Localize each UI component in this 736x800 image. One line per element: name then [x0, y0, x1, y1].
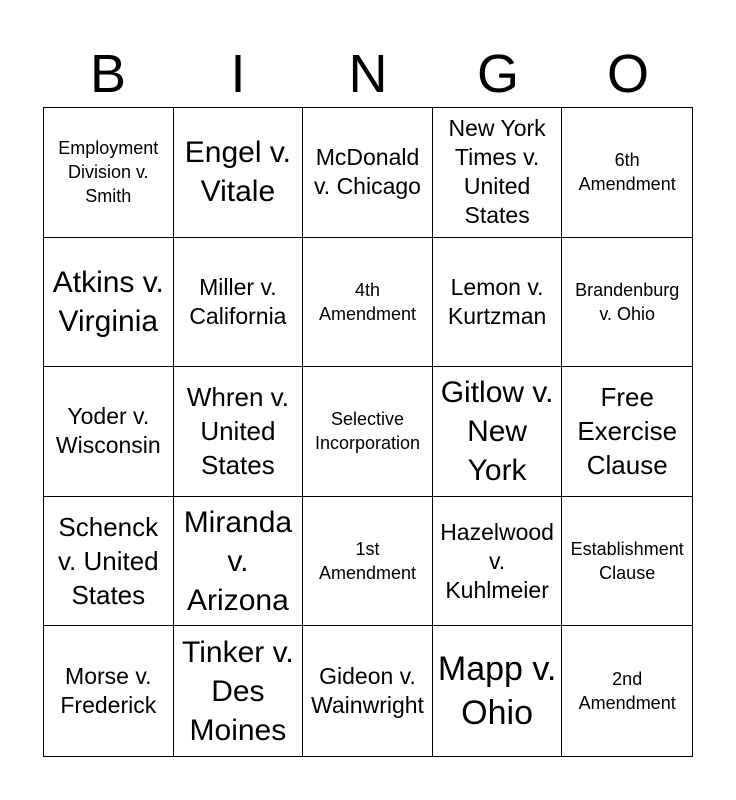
bingo-cell	[174, 238, 304, 368]
bingo-cell	[44, 108, 174, 238]
cell-text: 1st Amendment	[318, 539, 417, 584]
cell-text: Selective Incorporation	[314, 409, 421, 454]
bingo-cell	[174, 367, 304, 497]
bingo-cell	[433, 367, 563, 497]
header-letter-n: N	[348, 44, 388, 104]
bingo-cell	[174, 497, 304, 627]
bingo-cell	[303, 238, 433, 368]
bingo-cell	[303, 367, 433, 497]
header-letter-i: I	[230, 44, 246, 104]
cell-text: Schenck v. United States	[57, 512, 159, 611]
bingo-cell	[174, 108, 304, 238]
bingo-cell	[562, 238, 692, 368]
cell-text: Brandenburg v. Ohio	[575, 279, 680, 324]
cell-text: 6th Amendment	[578, 150, 676, 195]
cell-text: Whren v. United States	[186, 382, 289, 481]
cell-text: Tinker v. Des Moines	[182, 635, 294, 747]
bingo-cell	[433, 626, 563, 756]
cell-text: Employment Division v. Smith	[58, 138, 159, 207]
bingo-cell	[562, 626, 692, 756]
bingo-cell	[562, 367, 692, 497]
bingo-cell	[303, 108, 433, 238]
cell-text: Lemon v. Kurtzman	[447, 273, 547, 329]
cell-text: Engel v. Vitale	[184, 136, 291, 209]
cell-text: Miller v. California	[189, 273, 287, 329]
cell-text: 4th Amendment	[318, 279, 417, 324]
cell-text: Establishment Clause	[570, 539, 684, 584]
bingo-cell	[562, 497, 692, 627]
cell-text: Gideon v. Wainwright	[311, 663, 424, 719]
bingo-cell	[433, 108, 563, 238]
cell-text: Yoder v. Wisconsin	[55, 403, 161, 459]
bingo-header	[43, 40, 693, 108]
cell-text: Hazelwood v. Kuhlmeier	[440, 518, 554, 603]
bingo-cell	[433, 497, 563, 627]
bingo-cell	[303, 497, 433, 627]
cell-text: Miranda v. Arizona	[183, 505, 293, 617]
cell-text: Mapp v. Ohio	[437, 650, 557, 733]
bingo-cell	[433, 238, 563, 368]
header-letter-g: G	[476, 44, 519, 104]
cell-text: New York Times v. United States	[448, 115, 546, 229]
cell-text: 2nd Amendment	[578, 669, 676, 714]
cell-text: Morse v. Frederick	[60, 663, 157, 719]
bingo-cell	[562, 108, 692, 238]
bingo-cell	[44, 238, 174, 368]
bingo-cell	[303, 626, 433, 756]
bingo-cell	[44, 367, 174, 497]
header-letter-o: O	[606, 44, 649, 104]
cell-text: Free Exercise Clause	[577, 382, 678, 481]
bingo-cell	[44, 497, 174, 627]
bingo-cell	[44, 626, 174, 756]
bingo-board	[43, 107, 693, 757]
header-letter-b: B	[89, 44, 127, 104]
cell-text: McDonald v. Chicago	[314, 144, 421, 200]
bingo-cell	[174, 626, 304, 756]
cell-text: Gitlow v. New York	[440, 375, 554, 487]
cell-text: Atkins v. Virginia	[52, 265, 164, 338]
